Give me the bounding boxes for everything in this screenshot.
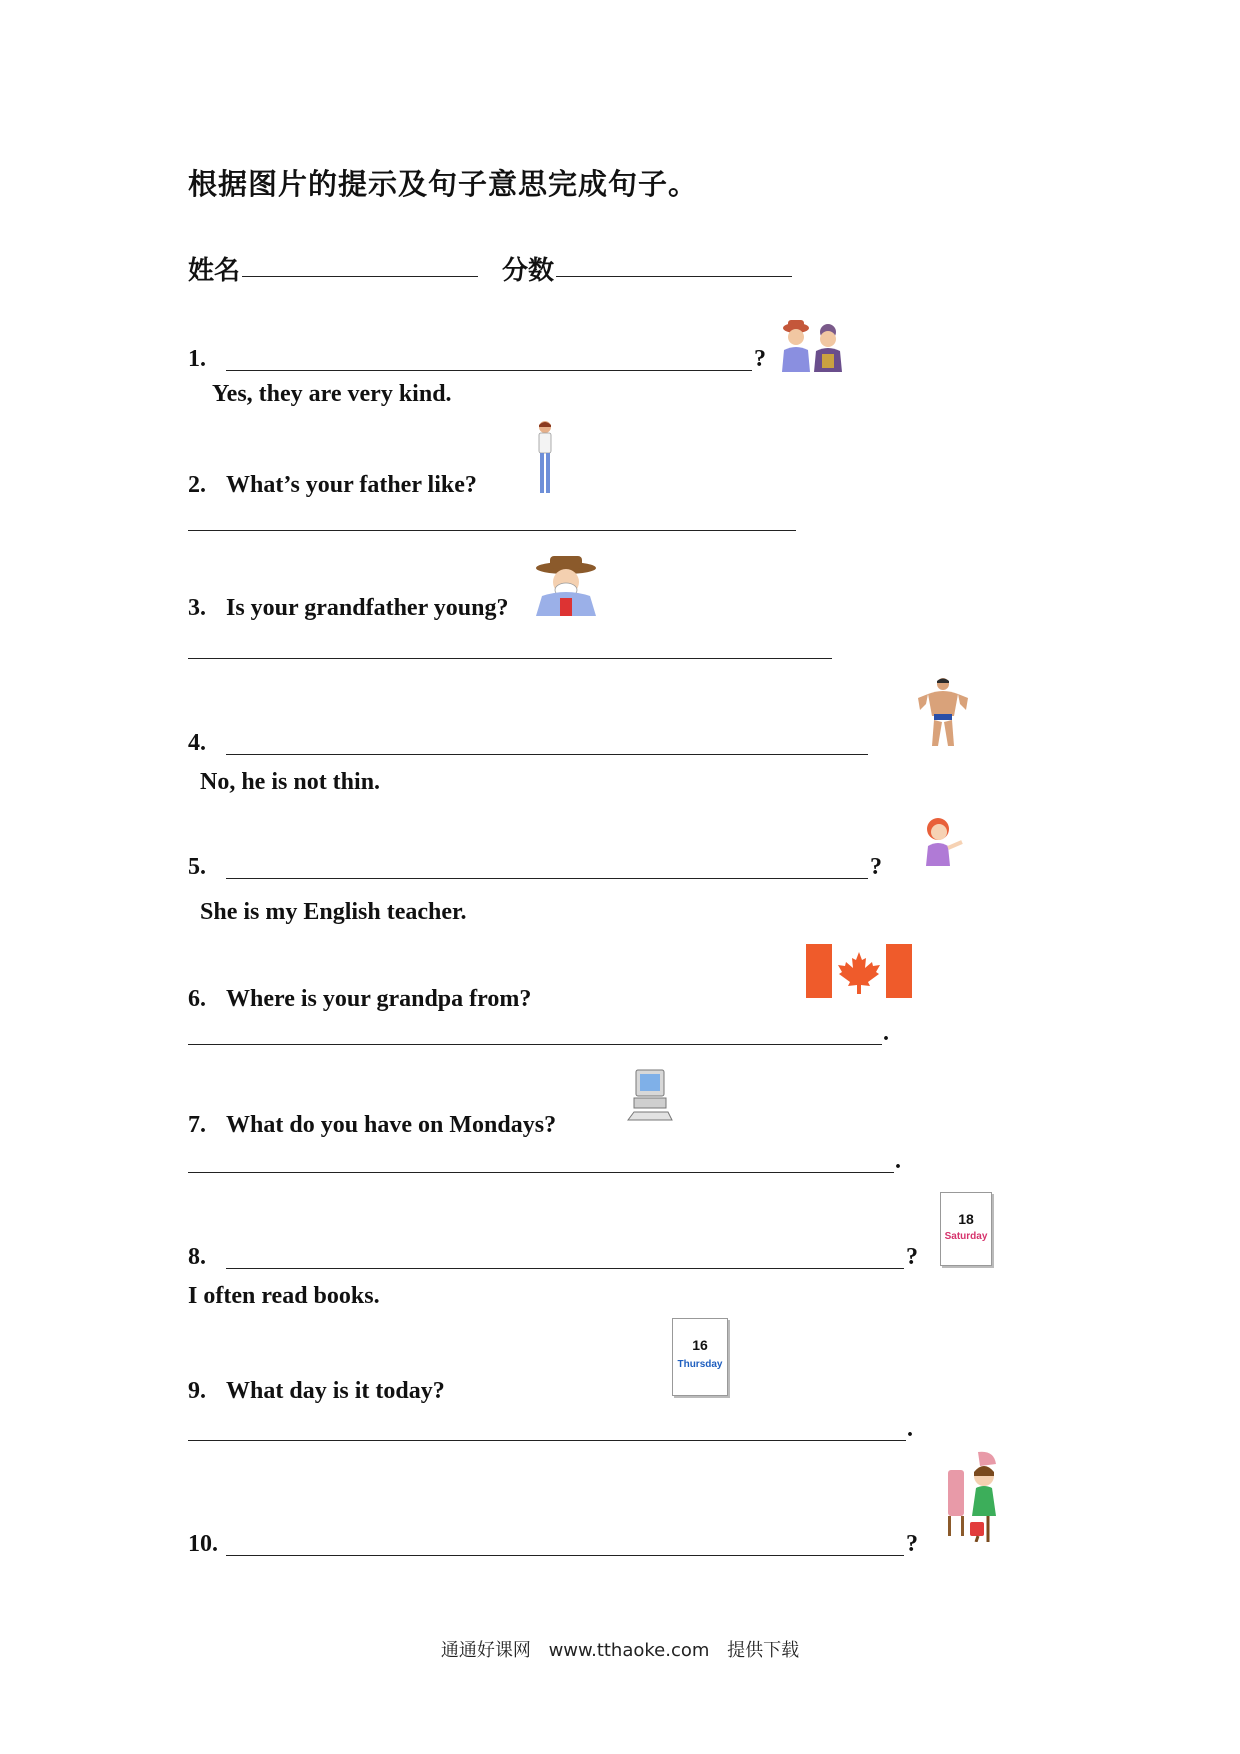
question-10 [188,1531,226,1558]
answer-blank[interactable] [226,878,868,879]
score-blank[interactable] [556,276,792,277]
question-text: What day is it today? [226,1378,445,1404]
name-blank[interactable] [242,276,478,277]
question-text: What’s your father like? [226,472,477,498]
question-mark: ? [906,1531,918,1557]
question-number: 3. [188,595,206,621]
question-1 [188,346,226,373]
page-footer [0,1636,1240,1662]
answer-blank[interactable] [226,1555,904,1556]
question-9 [188,1378,445,1405]
question-number: 9. [188,1378,206,1404]
answer-blank[interactable] [226,754,868,755]
question-mark: ? [754,346,766,372]
girl-cleaning-icon [944,1450,1004,1542]
question-number: 7. [188,1112,206,1138]
footer-url[interactable]: www.tthaoke.com [548,1640,710,1661]
question-text: Where is your grandpa from? [226,986,532,1012]
calendar-day-name: Saturday [944,1231,988,1242]
question-number: 1. [188,346,206,372]
question-text: What do you have on Mondays? [226,1112,557,1138]
question-4 [188,730,226,757]
old-couple-icon [776,318,846,372]
question-number: 5. [188,854,206,880]
question-3 [188,595,509,622]
old-man-hat-icon [532,554,600,616]
question-text: Is your grandfather young? [226,595,509,621]
question-number: 6. [188,986,206,1012]
answer-blank[interactable] [188,1172,894,1173]
score-field [502,250,792,287]
answer-blank[interactable] [188,1440,906,1441]
question-5 [188,854,226,881]
answer-blank[interactable] [188,1044,882,1045]
question-number: 8. [188,1244,206,1270]
period-mark: . [907,1416,913,1442]
calendar-day-name: Thursday [677,1359,723,1370]
calendar-icon [940,1192,992,1266]
question-2 [188,472,477,499]
question-number: 10. [188,1531,218,1557]
answer-blank[interactable] [188,658,832,659]
given-answer: She is my English teacher. [200,899,467,925]
question-8 [188,1244,226,1271]
answer-blank[interactable] [226,370,752,371]
answer-blank[interactable] [226,1268,904,1269]
question-mark: ? [906,1244,918,1270]
footer-site-name: 通通好课网 [440,1640,531,1661]
question-number: 4. [188,730,206,756]
worksheet-title: 根据图片的提示及句子意思完成句子。 [188,167,699,201]
question-mark: ? [870,854,882,880]
answer-blank[interactable] [188,530,796,531]
calendar-day-number: 16 [692,1337,708,1353]
given-answer: No, he is not thin. [200,769,381,795]
young-man-icon [532,420,558,496]
teacher-icon [918,816,966,866]
footer-action: 提供下载 [727,1640,800,1661]
period-mark: . [895,1148,901,1174]
given-answer: I often read books. [188,1283,380,1309]
name-field [188,250,478,287]
strong-man-icon [914,676,972,748]
given-answer: Yes, they are very kind. [212,381,452,407]
period-mark: . [883,1020,889,1046]
calendar-day-number: 18 [958,1211,974,1227]
calendar-icon [672,1318,728,1396]
computer-icon [626,1068,674,1130]
name-label: 姓名 [188,256,241,286]
canada-flag-icon [806,944,912,998]
question-6 [188,986,531,1013]
question-7 [188,1112,556,1139]
score-label: 分数 [502,256,555,286]
question-number: 2. [188,472,206,498]
